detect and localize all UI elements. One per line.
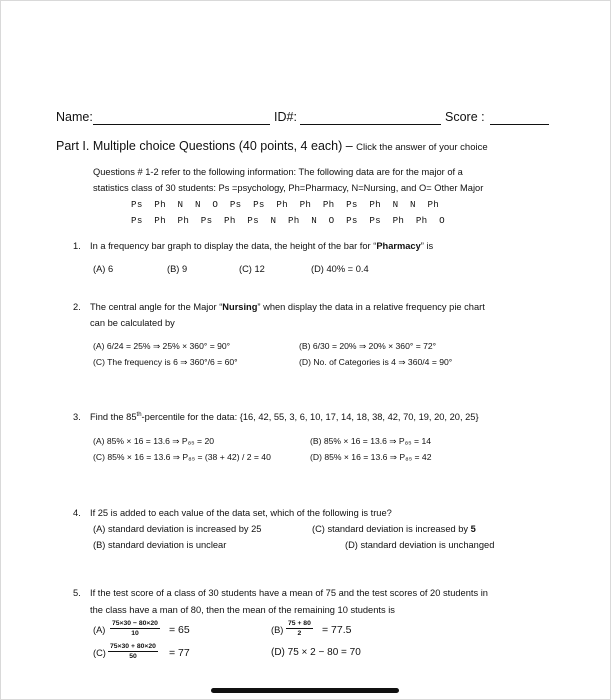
q2-line-1	[90, 302, 485, 312]
q3-number: 3.	[73, 412, 81, 422]
data-row-2: Ps Ph Ph Ps Ph Ps N Ph N O Ps Ps Ph Ph O	[131, 215, 445, 226]
q4-option-d[interactable]: (D) standard deviation is unchanged	[345, 540, 495, 550]
q5-option-c-label[interactable]: (C)	[93, 648, 106, 658]
q2-line-1-bold: Nursing	[222, 302, 258, 312]
q1-text-post: ” is	[420, 241, 434, 251]
q1-number: 1.	[73, 241, 81, 251]
name-label: Name:	[56, 110, 93, 124]
q2-option-d[interactable]: (D) No. of Categories is 4 ⇒ 360/4 = 90°	[299, 357, 453, 367]
q5-option-c-result: = 77	[169, 647, 190, 659]
id-label: ID#:	[274, 110, 297, 124]
part-instruction: Click the answer of your choice	[356, 142, 488, 153]
q5-option-b-label[interactable]: (B)	[271, 625, 284, 635]
q2-option-c[interactable]: (C) The frequency is 6 ⇒ 360°/6 = 60°	[93, 357, 238, 367]
q5-option-c-fraction[interactable]	[108, 643, 158, 660]
q4-option-c-bold: 5	[470, 524, 476, 534]
q2-number: 2.	[73, 302, 81, 312]
q4-text: If 25 is added to each value of the data set, which of the following is true?	[90, 508, 392, 518]
q2-line-1-post: ” when display the data in a relative frequency pie chart	[257, 302, 485, 312]
q2-option-b[interactable]: (B) 6/30 = 20% ⇒ 20% × 360° = 72°	[299, 341, 437, 351]
q5-option-d[interactable]: (D) 75 × 2 − 80 = 70	[271, 647, 361, 658]
q4-option-c-text: (C) standard deviation is increased by	[312, 524, 471, 534]
home-indicator[interactable]	[211, 688, 399, 693]
q5-option-a-fraction[interactable]	[110, 620, 160, 637]
data-row-1: Ps Ph N N O Ps Ps Ph Ph Ph Ps Ph N N Ph	[131, 199, 440, 210]
q5-option-c-denominator: 50	[129, 653, 137, 660]
id-field-line[interactable]	[300, 124, 441, 125]
q1-option-b[interactable]: (B) 9	[167, 264, 188, 274]
q5-option-a-label[interactable]: (A)	[93, 625, 106, 635]
q3-text-post: -percentile for the data: {16, 42, 55, 3, 6, 10, 17, 14, 18, 38, 42, 70, 19, 20, 20, 25}	[141, 412, 479, 423]
q3-option-c[interactable]: (C) 85% × 16 = 13.6 ⇒ P₈₅ = (38 + 42) / 2 = 40	[93, 452, 271, 462]
q1-option-c[interactable]: (C) 12	[239, 264, 265, 274]
q5-option-a-denominator: 10	[131, 630, 139, 637]
q5-option-c-numerator: 75×30 + 80×20	[110, 643, 156, 650]
q5-option-b-fraction[interactable]	[286, 620, 313, 637]
part-title	[56, 139, 488, 153]
name-field-line[interactable]	[93, 124, 270, 125]
q1-option-a[interactable]: (A) 6	[93, 264, 114, 274]
q2-line-1-pre: The central angle for the Major “	[90, 302, 223, 312]
q1-text	[90, 241, 433, 251]
q5-option-b-result: = 77.5	[322, 624, 352, 636]
q4-number: 4.	[73, 508, 81, 518]
q3-text	[90, 412, 479, 422]
q5-option-b-numerator: 75 + 80	[288, 620, 311, 627]
q4-option-b[interactable]: (B) standard deviation is unclear	[93, 540, 227, 550]
q4-option-a[interactable]: (A) standard deviation is increased by 25	[93, 524, 262, 534]
q4-option-c[interactable]	[312, 524, 476, 534]
q5-option-b-denominator: 2	[297, 630, 302, 637]
q5-number: 5.	[73, 588, 81, 598]
q3-option-a[interactable]: (A) 85% × 16 = 13.6 ⇒ P₈₅ = 20	[93, 436, 215, 446]
q2-option-a[interactable]: (A) 6/24 = 25% ⇒ 25% × 360° = 90°	[93, 341, 231, 351]
q1-text-pre: In a frequency bar graph to display the data, the height of the bar for “	[90, 241, 377, 251]
q1-option-d[interactable]: (D) 40% = 0.4	[311, 264, 369, 274]
info-line-2: statistics class of 30 students: Ps =psychology, Ph=Pharmacy, N=Nursing, and O= Other Major	[93, 183, 484, 193]
q3-option-d[interactable]: (D) 85% × 16 = 13.6 ⇒ P₈₅ = 42	[310, 452, 432, 462]
part-title-text: Part I. Multiple choice Questions (40 points, 4 each) –	[56, 139, 353, 153]
q2-line-2: can be calculated by	[90, 318, 175, 328]
q3-text-sup: th	[136, 412, 142, 418]
q3-text-pre: Find the 85	[90, 412, 137, 423]
score-label: Score :	[445, 110, 485, 124]
info-line-1: Questions # 1-2 refer to the following information: The following data are for the major of a	[93, 167, 463, 177]
q3-option-b[interactable]: (B) 85% × 16 = 13.6 ⇒ P₈₅ = 14	[310, 436, 432, 446]
q1-text-bold: Pharmacy	[376, 241, 421, 251]
q5-option-a-result: = 65	[169, 624, 190, 636]
q5-line-2: the class have a man of 80, then the mean of the remaining 10 students is	[90, 605, 395, 615]
q5-option-a-numerator: 75×30 − 80×20	[112, 620, 158, 627]
q5-line-1: If the test score of a class of 30 students have a mean of 75 and the test scores of 20 students in	[90, 588, 488, 598]
score-field-line[interactable]	[490, 124, 549, 125]
